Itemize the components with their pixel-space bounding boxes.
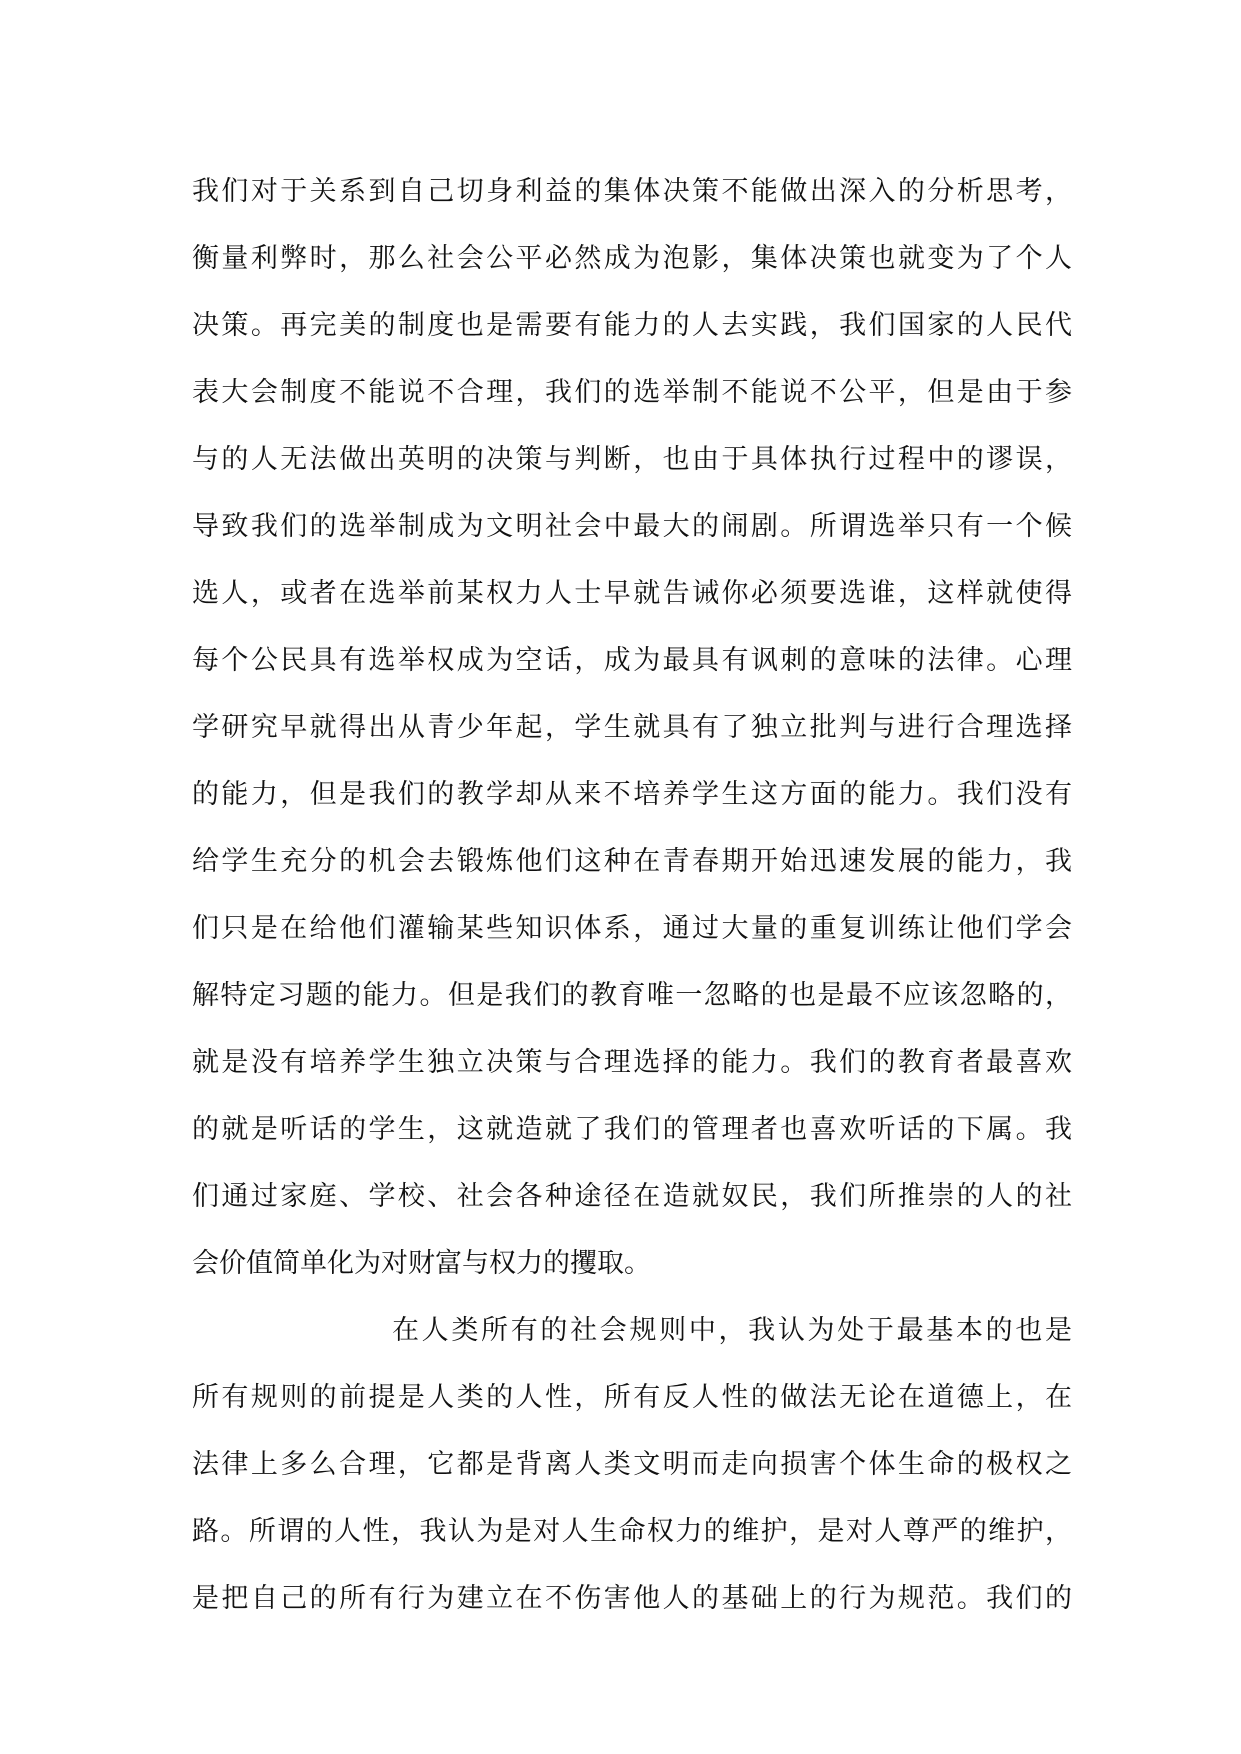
text-line: 所有规则的前提是人类的人性，所有反人性的做法无论在道德上，在 bbox=[192, 1382, 1072, 1413]
paragraph-end-line: 会价值简单化为对财富与权力的攫取。 bbox=[192, 1248, 651, 1279]
text-line: 我们对于关系到自己切身利益的集体决策不能做出深入的分析思考， bbox=[192, 176, 1072, 207]
text-line: 是把自己的所有行为建立在不伤害他人的基础上的行为规范。我们的 bbox=[192, 1583, 1072, 1614]
text-line: 表大会制度不能说不合理，我们的选举制不能说不公平，但是由于参 bbox=[192, 377, 1072, 408]
text-line: 决策。再完美的制度也是需要有能力的人去实践，我们国家的人民代 bbox=[192, 310, 1072, 341]
text-line: 与的人无法做出英明的决策与判断，也由于具体执行过程中的谬误， bbox=[192, 444, 1072, 475]
text-line: 们只是在给他们灌输某些知识体系，通过大量的重复训练让他们学会 bbox=[192, 913, 1072, 944]
text-line: 法律上多么合理，它都是背离人类文明而走向损害个体生命的极权之 bbox=[192, 1449, 1072, 1480]
text-line: 选人，或者在选举前某权力人士早就告诫你必须要选谁，这样就使得 bbox=[192, 578, 1072, 609]
text-line: 解特定习题的能力。但是我们的教育唯一忽略的也是最不应该忽略的， bbox=[192, 980, 1072, 1011]
text-line: 给学生充分的机会去锻炼他们这种在青春期开始迅速发展的能力，我 bbox=[192, 846, 1072, 877]
text-line: 就是没有培养学生独立决策与合理选择的能力。我们的教育者最喜欢 bbox=[192, 1047, 1072, 1078]
body-text bbox=[192, 158, 1072, 1632]
text-line: 每个公民具有选举权成为空话，成为最具有讽刺的意味的法律。心理 bbox=[192, 645, 1072, 676]
text-line: 们通过家庭、学校、社会各种途径在造就奴民，我们所推崇的人的社 bbox=[192, 1181, 1072, 1212]
text-line: 导致我们的选举制成为文明社会中最大的闹剧。所谓选举只有一个候 bbox=[192, 511, 1072, 542]
paragraph-start-line: 在人类所有的社会规则中，我认为处于最基本的也是 bbox=[392, 1315, 1072, 1346]
text-line: 路。所谓的人性，我认为是对人生命权力的维护，是对人尊严的维护， bbox=[192, 1516, 1072, 1547]
text-line: 衡量利弊时，那么社会公平必然成为泡影，集体决策也就变为了个人 bbox=[192, 243, 1072, 274]
text-line: 的就是听话的学生，这就造就了我们的管理者也喜欢听话的下属。我 bbox=[192, 1114, 1072, 1145]
text-line: 的能力，但是我们的教学却从来不培养学生这方面的能力。我们没有 bbox=[192, 779, 1072, 810]
text-line: 学研究早就得出从青少年起，学生就具有了独立批判与进行合理选择 bbox=[192, 712, 1072, 743]
